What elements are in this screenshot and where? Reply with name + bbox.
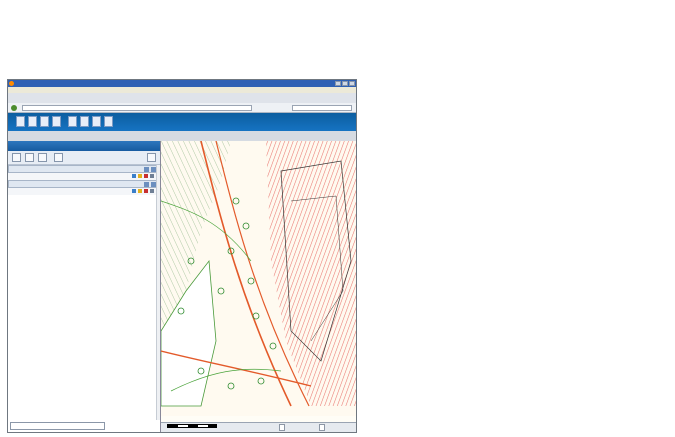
tool-measure-icon[interactable] [52, 116, 61, 127]
search-box[interactable] [292, 105, 352, 111]
tool-layers-icon[interactable] [92, 116, 101, 127]
edit-icon[interactable] [138, 189, 142, 193]
locate-icon[interactable] [132, 174, 136, 178]
browser-window [7, 79, 357, 433]
edit-icon[interactable] [138, 174, 142, 178]
item-header[interactable] [8, 188, 160, 195]
app-toolbar [8, 113, 356, 131]
panel-scrollbar[interactable] [156, 165, 160, 420]
tool-info-icon[interactable] [40, 116, 49, 127]
close-panel-icon[interactable] [147, 153, 156, 162]
back-arrow-icon[interactable] [11, 105, 17, 111]
map-statusbar [161, 422, 356, 432]
window-controls [335, 81, 355, 86]
item-header[interactable] [8, 173, 160, 180]
map-view[interactable] [161, 141, 356, 432]
address-bar[interactable] [22, 105, 252, 111]
locate-icon[interactable] [132, 189, 136, 193]
map-canvas[interactable] [161, 141, 356, 416]
refresh-icon[interactable] [12, 153, 21, 162]
list-icon[interactable] [25, 153, 34, 162]
window-titlebar [8, 80, 356, 87]
delete-icon[interactable] [144, 189, 148, 193]
tool-help-icon[interactable] [104, 116, 113, 127]
filter-icon[interactable] [54, 153, 63, 162]
close-window-button[interactable] [349, 81, 355, 86]
browser-tabbar [8, 93, 356, 103]
section-arbre-header[interactable] [8, 165, 160, 173]
information-header [8, 141, 160, 151]
coordinate-y [319, 424, 325, 431]
scale-bar [167, 424, 217, 428]
selection-dropdown[interactable] [10, 422, 105, 430]
export-item-icon[interactable] [150, 174, 154, 178]
tree-details-panel [368, 8, 675, 84]
tool-print-icon[interactable] [80, 116, 89, 127]
section-groupe-header[interactable] [8, 180, 160, 188]
coordinate-x [279, 424, 285, 431]
export-item-icon[interactable] [150, 189, 154, 193]
information-toolbar [8, 151, 160, 165]
pin-icon[interactable] [144, 167, 149, 172]
tree-summary [368, 8, 675, 84]
pin-icon[interactable] [144, 182, 149, 187]
tool-select-icon[interactable] [68, 116, 77, 127]
firefox-icon [9, 81, 14, 86]
navigation-bar [8, 103, 356, 113]
tool-zoom-icon[interactable] [28, 116, 37, 127]
tool-pan-icon[interactable] [16, 116, 25, 127]
export-icon[interactable] [38, 153, 47, 162]
maximize-button[interactable] [342, 81, 348, 86]
information-panel [8, 141, 161, 432]
delete-icon[interactable] [144, 174, 148, 178]
minimize-button[interactable] [335, 81, 341, 86]
